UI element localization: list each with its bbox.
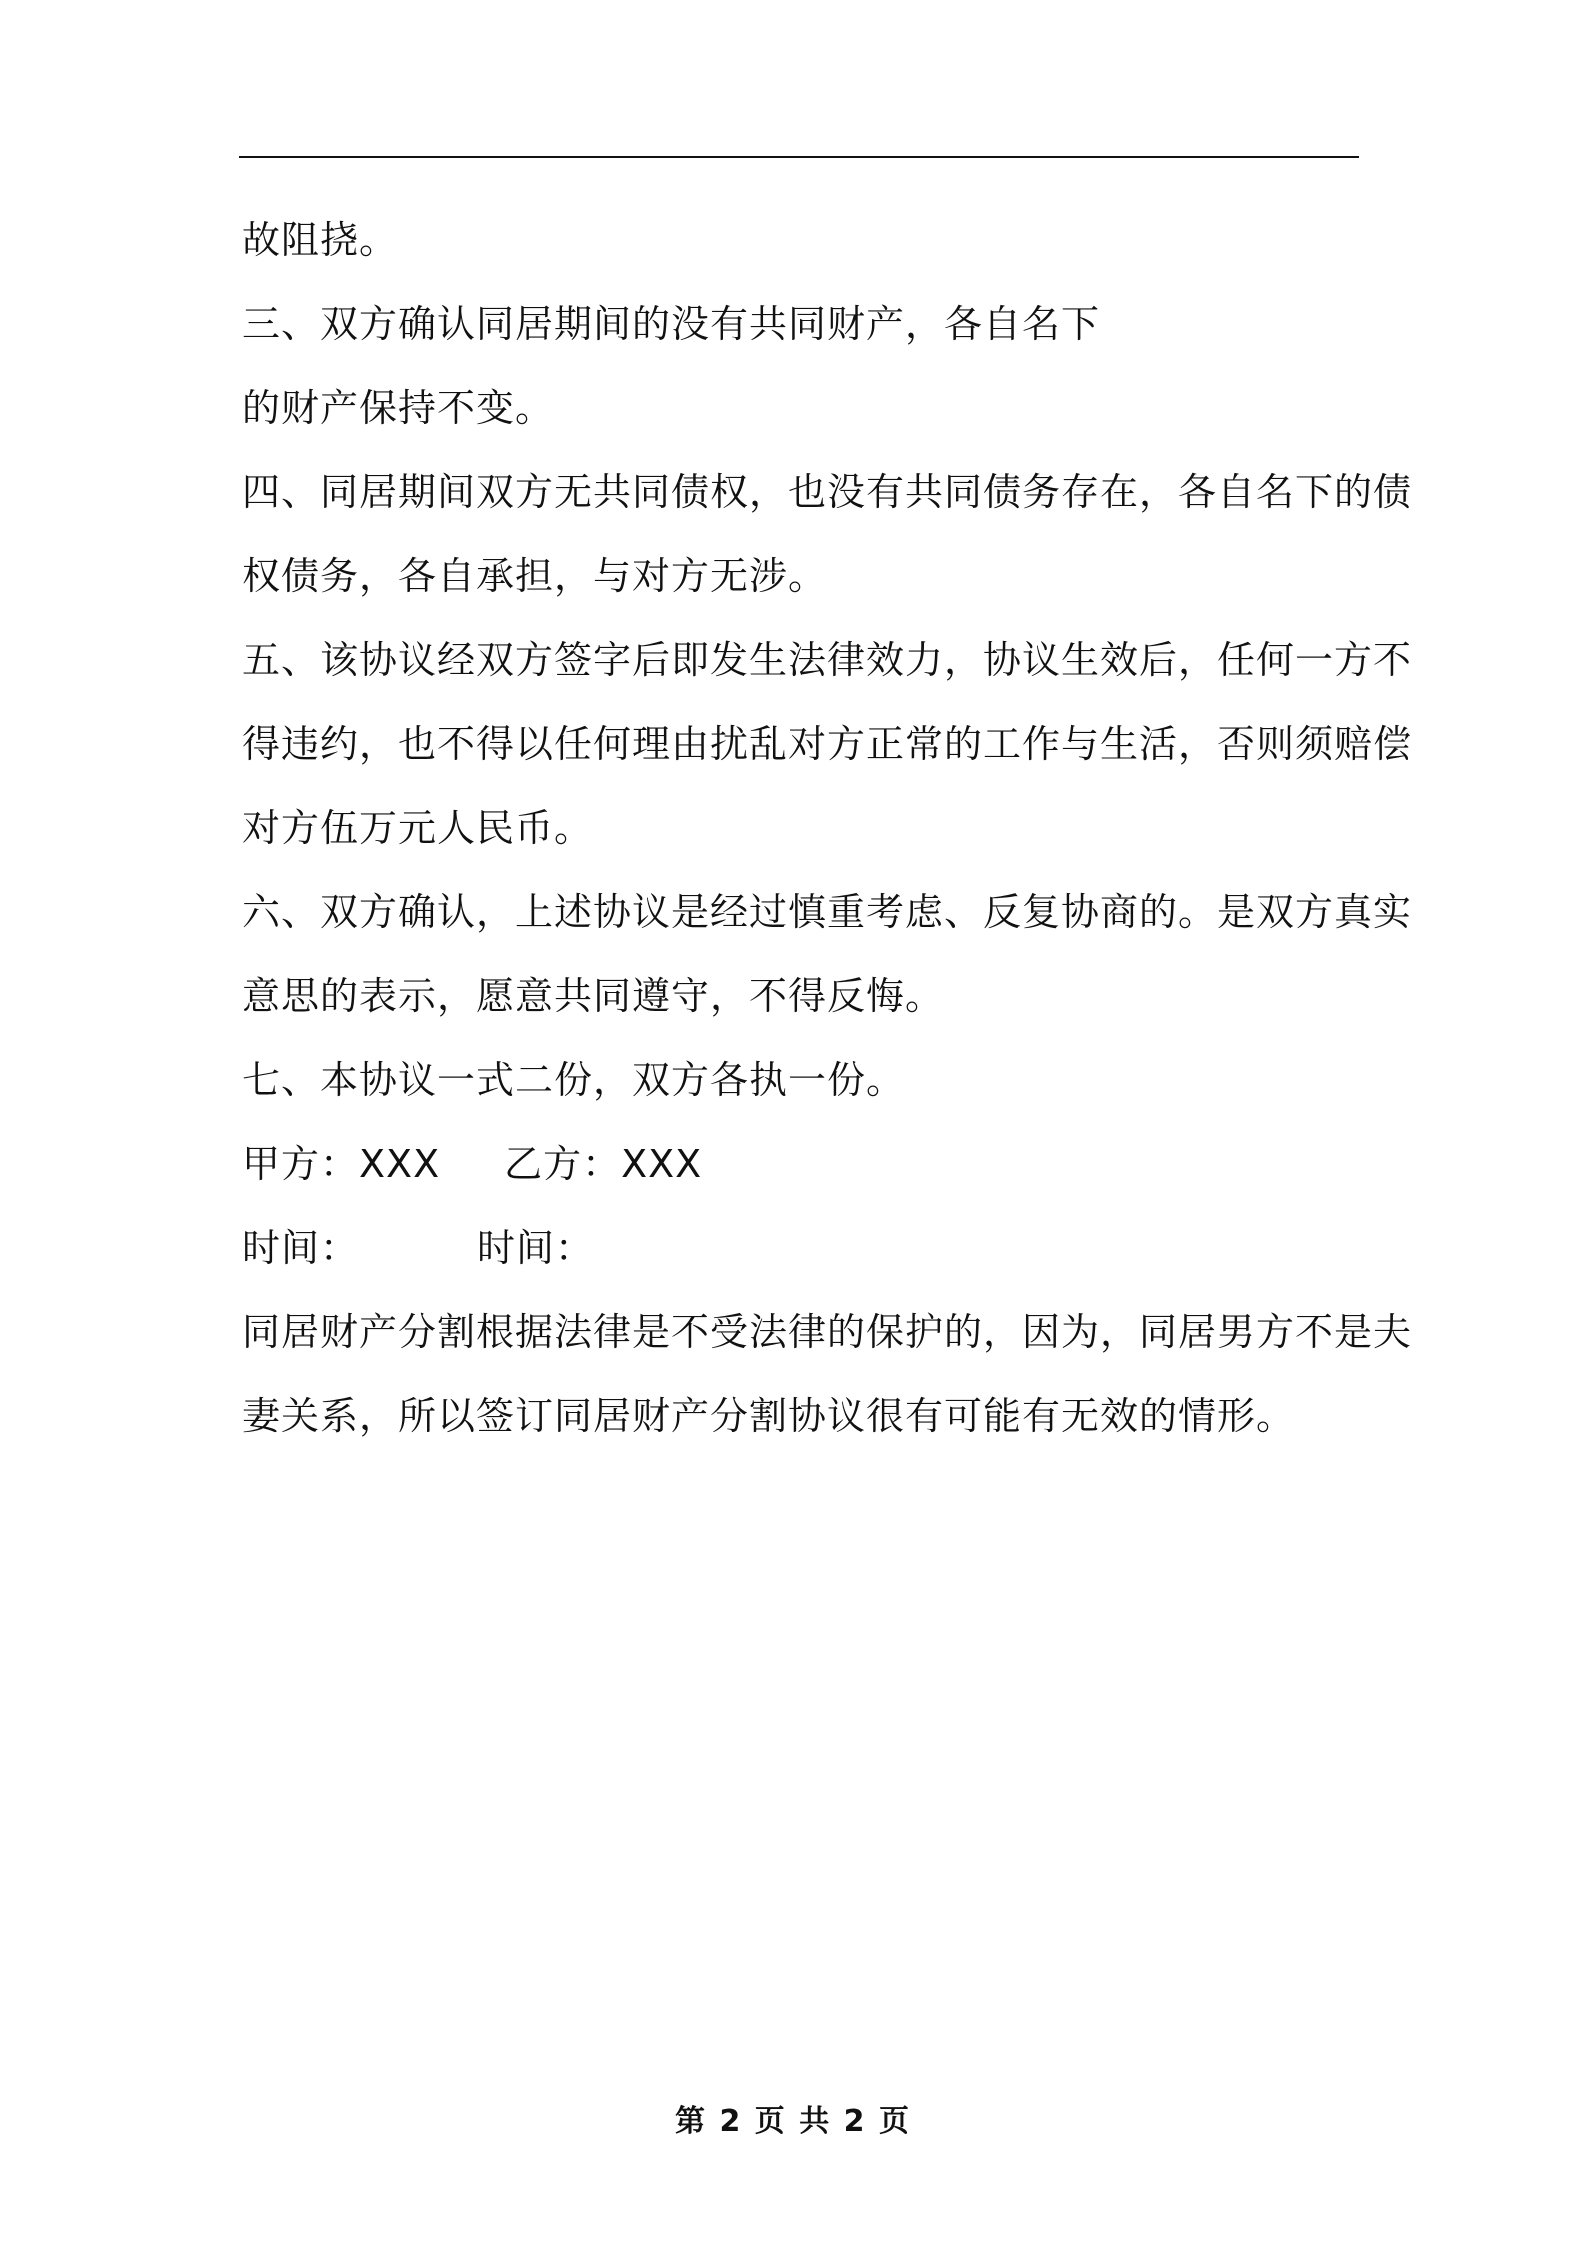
text-line: 三、双方确认同居期间的没有共同财产，各自名下 xyxy=(242,302,1101,346)
text-line: 故阻挠。 xyxy=(242,218,399,262)
text-line: 六、双方确认，上述协议是经过慎重考虑、反复协商的。是双方真实 xyxy=(242,890,1413,934)
party-b-signature: 乙方：XXX xyxy=(504,1142,703,1186)
text-line: 意思的表示，愿意共同遵守，不得反悔。 xyxy=(242,974,945,1018)
text-line: 五、该协议经双方签字后即发生法律效力，协议生效后，任何一方不 xyxy=(242,638,1413,682)
page-number-footer: 第 2 页 共 2 页 xyxy=(675,2104,911,2139)
note-line: 妻关系，所以签订同居财产分割协议很有可能有无效的情形。 xyxy=(242,1394,1296,1438)
text-line: 四、同居期间双方无共同债权，也没有共同债务存在，各自名下的债 xyxy=(242,470,1413,514)
signature-parties-line xyxy=(242,1122,1362,1206)
text-line: 的财产保持不变。 xyxy=(242,386,555,430)
party-a-signature: 甲方：XXX xyxy=(242,1142,441,1186)
header-rule xyxy=(239,156,1359,158)
document-body xyxy=(242,198,1413,1458)
text-line: 对方伍万元人民币。 xyxy=(242,806,594,850)
note-line: 同居财产分割根据法律是不受法律的保护的，因为，同居男方不是夫 xyxy=(242,1310,1413,1354)
text-line: 得违约，也不得以任何理由扰乱对方正常的工作与生活，否则须赔偿 xyxy=(242,722,1413,766)
party-a-date: 时间： xyxy=(242,1226,360,1270)
text-line: 七、本协议一式二份，双方各执一份。 xyxy=(242,1058,906,1102)
text-line: 权债务，各自承担，与对方无涉。 xyxy=(242,554,828,598)
signature-date-line xyxy=(242,1206,1362,1290)
party-b-date: 时间： xyxy=(477,1226,595,1270)
